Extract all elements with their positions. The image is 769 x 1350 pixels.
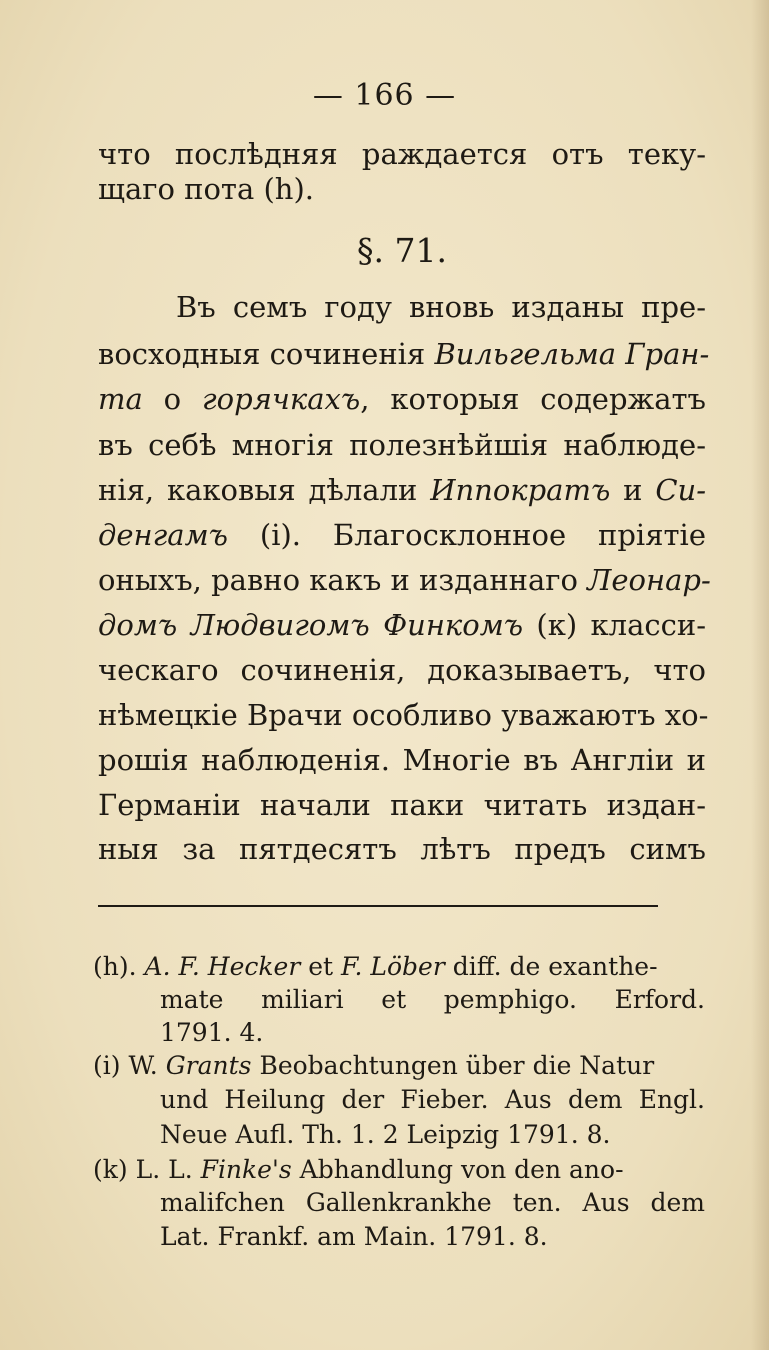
text-line: Германіи начали паки читать издан-: [98, 788, 706, 822]
footnote-line: Neue Aufl. Th. 1. 2 Leipzig 1791. 8.: [160, 1120, 611, 1149]
section-heading: §. 71.: [357, 231, 447, 270]
text-run: и: [610, 473, 656, 507]
text-run: (к) класси-: [523, 608, 706, 642]
author-name: денгамъ: [98, 518, 228, 552]
text-run: (i). Благосклонное пріятіе: [227, 518, 706, 552]
footnote-line: malifchen Gallenkrankhe ten. Aus dem: [160, 1188, 705, 1217]
text-run: о: [142, 382, 203, 416]
author-name: Си-: [655, 473, 707, 507]
text-line: [98, 518, 706, 552]
text-run: diff. de exanthe-: [444, 952, 658, 981]
text-line: [98, 473, 706, 507]
page-number: — 166 —: [312, 78, 457, 113]
text-run: L. L.: [127, 1155, 201, 1184]
text-line: что послѣдняя раждается отъ теку-: [98, 137, 706, 171]
author-name: домъ Людвигомъ Финкомъ: [98, 608, 524, 642]
author-name: Вильгельма Гран-: [434, 337, 710, 371]
footnote-i: [93, 1051, 705, 1081]
footnote-line: und Heilung der Fieber. Aus dem Engl.: [160, 1085, 705, 1114]
text-line: ныя за пятдесятъ лѣтъ предъ симъ: [98, 832, 706, 866]
text-run: W.: [120, 1051, 166, 1080]
text-run: Beobachtungen über die Natur: [251, 1051, 655, 1080]
text-run: , которыя содержатъ: [360, 382, 706, 416]
text-run: нія, каковыя дѣлали: [98, 473, 431, 507]
page-edge-shadow: [751, 0, 769, 1350]
text-line: ческаго сочиненія, доказываетъ, что: [98, 653, 706, 687]
text-run: восходныя сочиненія: [98, 337, 435, 371]
footnote-line: mate miliari et pemphigo. Erford.: [160, 985, 705, 1014]
footnote-mark: (h).: [93, 952, 137, 981]
footnote-rule: [98, 905, 658, 907]
footnote-mark: (k): [93, 1155, 128, 1184]
footnote-h: [93, 952, 705, 982]
footnote-line: Lat. Frankf. am Main. 1791. 8.: [160, 1222, 548, 1251]
text-line: нѣмецкіе Врачи особливо уважаютъ хо-: [98, 698, 709, 732]
text-line: Въ семъ году вновь изданы пре-: [176, 290, 706, 324]
author-name: F. Löber: [341, 952, 445, 981]
text-run: оныхъ, равно какъ и изданнаго: [98, 563, 588, 597]
text-run: et: [300, 952, 342, 981]
work-title: горячкахъ: [202, 382, 361, 416]
footnote-line: 1791. 4.: [160, 1018, 264, 1047]
text-line: въ себѣ многія полезнѣйшія наблюде-: [98, 428, 706, 462]
footnote-mark: (i): [93, 1051, 121, 1080]
text-line: [98, 337, 710, 371]
author-name: Леонар-: [587, 563, 711, 597]
text-run: Abhandlung von den ano-: [291, 1155, 624, 1184]
author-name: A. F. Hecker: [136, 952, 301, 981]
text-line: щаго пота (h).: [98, 172, 314, 206]
text-line: [98, 382, 706, 416]
text-line: рошія наблюденія. Многіе въ Англіи и: [98, 743, 706, 777]
author-name: та: [98, 382, 143, 416]
footnote-k: [93, 1155, 705, 1185]
author-name: Finke's: [200, 1155, 292, 1184]
author-name: Grants: [165, 1051, 252, 1080]
author-name: Иппократъ: [430, 473, 611, 507]
text-line: [98, 608, 706, 642]
text-line: [98, 563, 711, 597]
